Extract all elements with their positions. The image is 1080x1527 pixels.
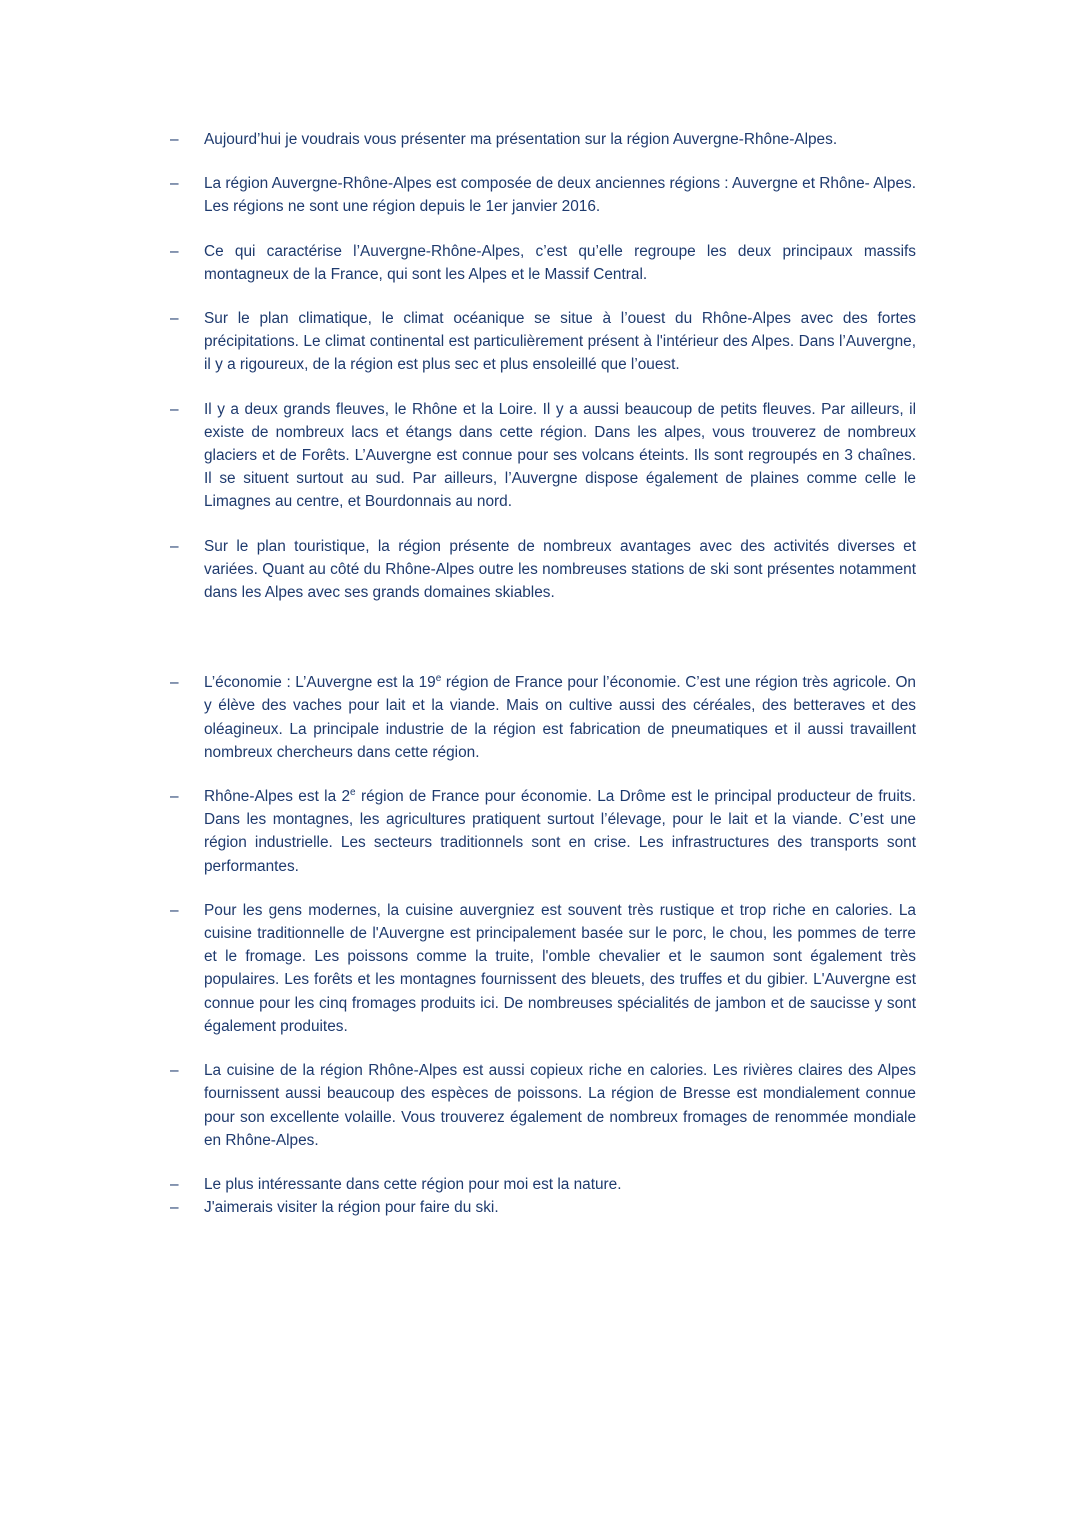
dash-bullet: – [170,131,179,148]
list-item-economy-auvergne [170,671,916,764]
dash-bullet: – [170,788,179,806]
dash-bullet: – [170,1199,179,1217]
list-item-text: Il y a deux grands fleuves, le Rhône et la Loire. Il y a aussi beaucoup de petits fleuves. Par ailleurs, il existe de nombreux lacs et étangs dans cette région. Dans les alpes, vous trouverez de nombreux glaciers et de Forêts. L’Auvergne est connue pour ses volcans éteints. Ils sont regroupés en 3 chaînes. Il se situent surtout au sud. Par ailleurs, l’Auvergne dispose également de plaines comme celle le Limagnes au centre, et Bourdonnais au nord. [204,400,916,511]
list-item-mountains [170,240,916,286]
dash-bullet: – [170,901,179,919]
dash-bullet: – [170,674,179,692]
list-item-tourism [170,535,916,605]
dash-bullet: – [170,242,179,260]
list-item-text: Pour les gens modernes, la cuisine auvergniez est souvent très rustique et trop riche en calories. La cuisine traditionnelle de l'Auvergne est principalement basée sur le porc, le chou, les pommes de terre et le fromage. Les poissons comme la truite, l'omble chevalier et le saumon sont également très populaires. Les forêts et les montagnes fournissent des bleuets, des truffes et du gibier. L'Auvergne est connue pour les cinq fromages produits ici. De nombreuses spécialités de jambon et de saucisse y sont également produites. [204,901,916,1035]
dash-bullet: – [170,537,179,555]
list-item-text: Sur le plan touristique, la région présente de nombreux avantages avec des activités diverses et variées. Quant au côté du Rhône-Alpes outre les nombreuses stations de ski sont présentes notamment dans les Alpes avec ses grands domaines skiables. [204,537,916,602]
list-item-nature [170,1173,916,1196]
text-part: région de France pour l’économie. C’est une région très agricole. On y élève des vaches pour lait et la viande. Mais on cultive aussi des céréales, des betteraves et des oléagineux. La principale industrie de la région est fabrication de pneumatiques et il aussi travaillent nombreux chercheurs dans cette région. [204,674,916,761]
list-item-text: La région Auvergne-Rhône-Alpes est composée de deux anciennes régions : Auvergne et Rhône- Alpes. Les régions ne sont une région depuis le 1er janvier 2016. [204,175,916,216]
dash-bullet: – [170,175,179,193]
dash-bullet: – [170,310,179,328]
dash-bullet: – [170,1062,179,1080]
list-item-economy-rhone-alpes [170,785,916,878]
list-item-text: Le plus intéressante dans cette région pour moi est la nature. [204,1175,622,1193]
bullet-list [170,128,916,1219]
dash-bullet: – [170,400,179,418]
list-item-text: Ce qui caractérise l’Auvergne-Rhône-Alpes, c’est qu’elle regroupe les deux principaux massifs montagneux de la France, qui sont les Alpes et le Massif Central. [204,242,916,283]
text-part: Rhône-Alpes est la 2 [204,788,351,806]
list-item-cuisine-rhone-alpes [170,1059,916,1152]
list-item-text: La cuisine de la région Rhône-Alpes est aussi copieux riche en calories. Les rivières claires des Alpes fournissent aussi beaucoup des espèces de poissons. La région de Bresse est mondialement connue pour son excellente volaille. Vous trouverez également de nombreux fromages de renommée mondiale en Rhône-Alpes. [204,1062,916,1149]
list-item-text: J'aimerais visiter la région pour faire du ski. [204,1199,499,1217]
list-item-text [204,788,916,875]
text-part: région de France pour économie. La Drôme est le principal producteur de fruits. Dans les montagnes, les agricultures pratiquent surtout l’élevage, pour le lait et la viande. C’est une région industrielle. Les secteurs traditionnels sont en crise. Les infrastructures des transports sont performantes. [204,788,916,875]
list-item-text [204,674,916,761]
list-item-text: Sur le plan climatique, le climat océanique se situe à l’ouest du Rhône-Alpes avec des fortes précipitations. Le climat continental est particulièrement présent à l'intérieur des Alpes. Dans l’Auvergne, il y a rigoureux, de la région est plus sec et plus ensoleillé que l’ouest. [204,310,916,374]
list-item-ski [170,1196,916,1219]
list-item-composition [170,172,916,218]
text-part: L’économie : L’Auvergne est la 19 [204,674,436,692]
ordinal-superscript: e [350,786,356,798]
ordinal-superscript: e [435,673,442,685]
list-item-intro [170,128,916,151]
list-item-geography [170,398,916,514]
dash-bullet: – [170,1175,179,1193]
list-item-text: Aujourd’hui je voudrais vous présenter ma présentation sur la région Auvergne-Rhône-Alpes. [204,131,838,148]
list-item-climate [170,307,916,377]
list-item-cuisine-auvergne [170,899,916,1038]
